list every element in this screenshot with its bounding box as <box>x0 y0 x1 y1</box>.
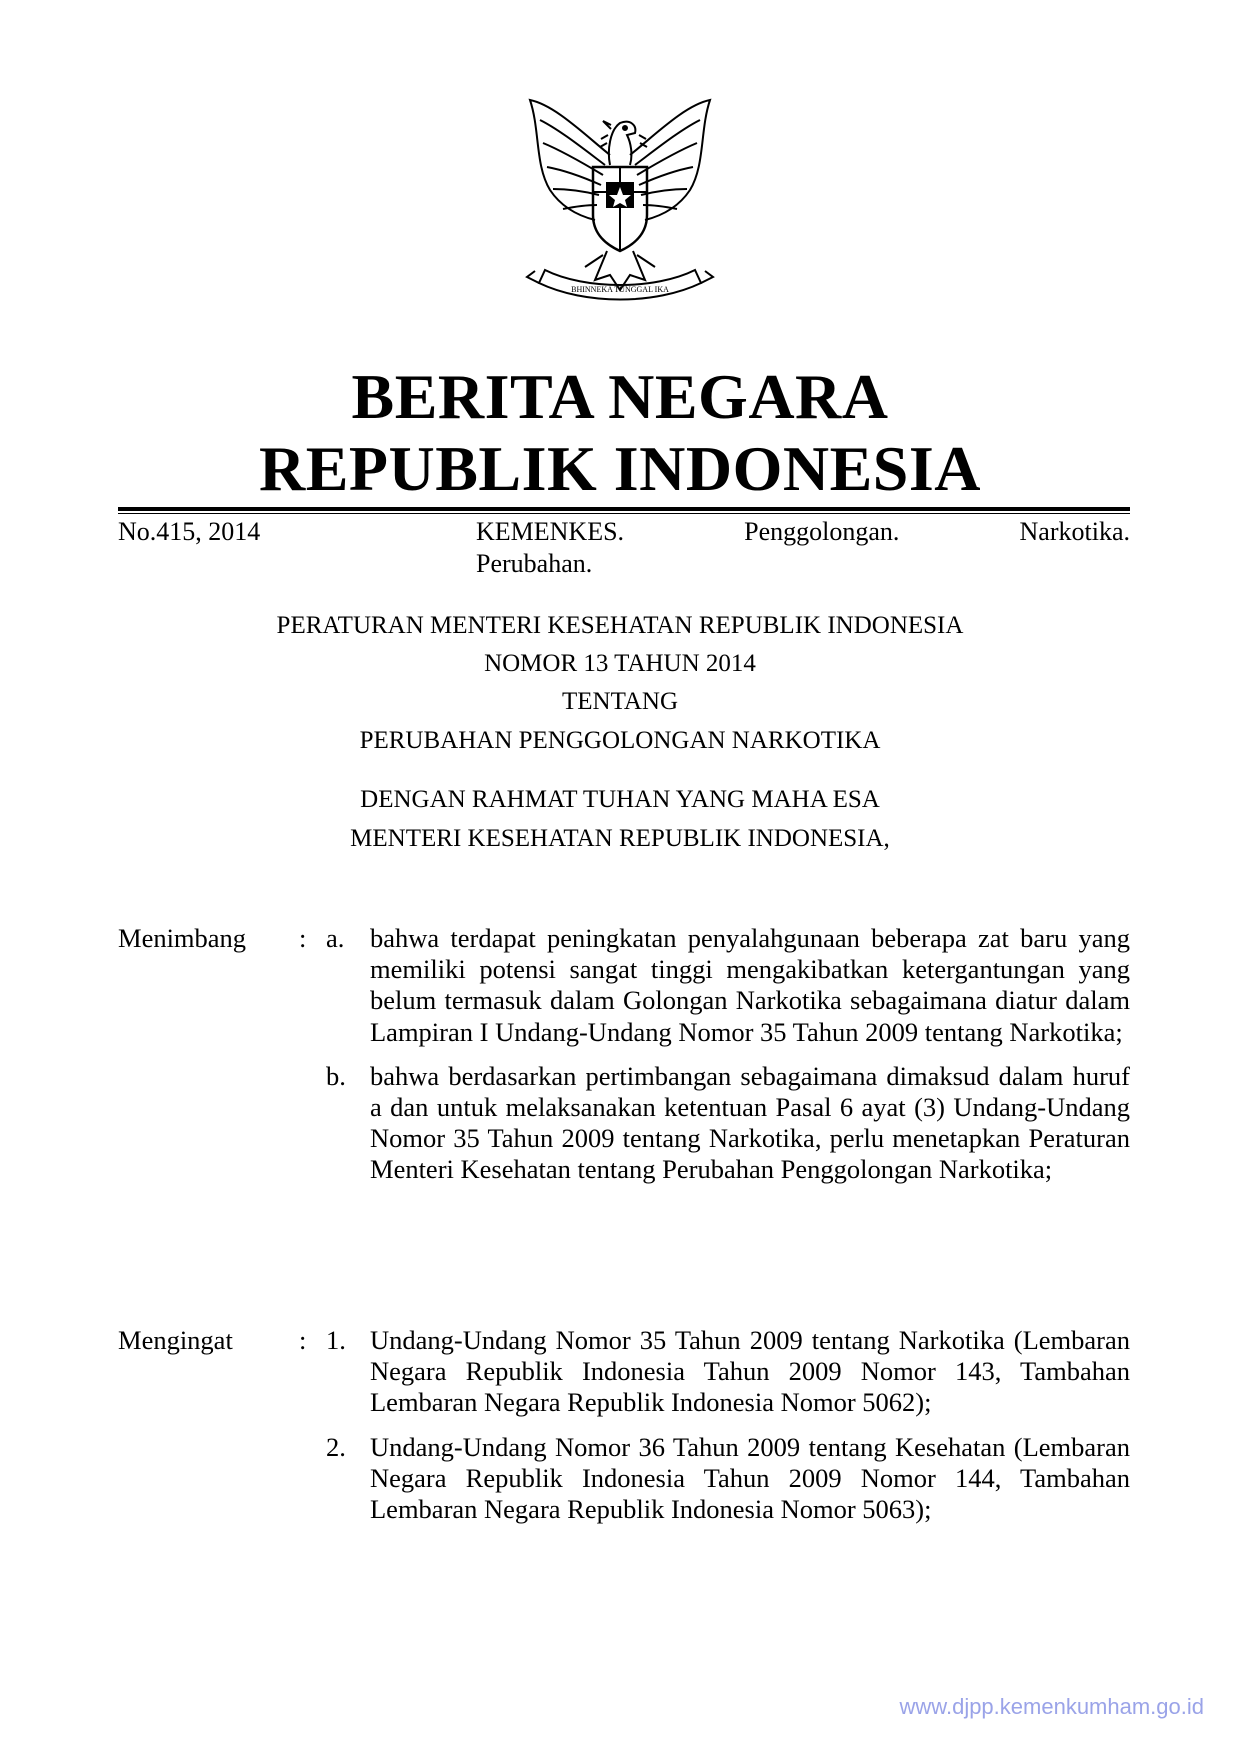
gazette-title-line1: BERITA NEGARA <box>351 361 889 432</box>
section-colon: : <box>299 1325 307 1355</box>
regulation-tentang: TENTANG <box>561 688 679 715</box>
item-text: bahwa berdasarkan pertimbangan sebagaimana dimaksud dalam huruf a dan untuk melaksanakan ketentuan Pasal 6 ayat (3) Undang-Undang Nomor 35 Tahun 2009 tentang Narkotika, perlu menetapkan Peraturan Menteri Kesehatan tentang Perubahan Penggolongan Narkotika; <box>370 1060 1130 1185</box>
subject-word: Narkotika. <box>1019 517 1130 546</box>
item-marker: b. <box>326 1060 346 1091</box>
section-colon: : <box>299 923 307 953</box>
regulation-subject: PERUBAHAN PENGGOLONGAN NARKOTIKA <box>359 727 881 754</box>
list-item <box>118 923 1130 1048</box>
invocation: DENGAN RAHMAT TUHAN YANG MAHA ESA <box>360 786 880 813</box>
garuda-emblem-icon <box>515 95 725 315</box>
motto-text: BHINNEKA TUNGGAL IKA <box>571 285 669 294</box>
issuer: MENTERI KESEHATAN REPUBLIK INDONESIA, <box>350 825 890 852</box>
header-divider-thick <box>118 507 1130 511</box>
section-label: Menimbang <box>118 923 247 953</box>
section-label: Mengingat <box>118 1325 233 1355</box>
mengingat-section <box>118 1325 1130 1525</box>
menimbang-section <box>118 923 1130 1186</box>
subject-word: KEMENKES. <box>476 517 625 546</box>
item-marker: 1. <box>326 1325 346 1355</box>
item-text: bahwa terdapat peningkatan penyalahgunaan beberapa zat baru yang memiliki potensi sangat tinggi mengakibatkan ketergantungan yang belum termasuk dalam Golongan Narkotika sebagaimana diatur dalam Lampiran I Undang-Undang Nomor 35 Tahun 2009 tentang Narkotika; <box>370 923 1130 1047</box>
website-link[interactable]: www.djpp.kemenkumham.go.id <box>899 1694 1204 1719</box>
gazette-title-line2: REPUBLIK INDONESIA <box>258 433 982 504</box>
subject-word: Perubahan. <box>476 549 593 578</box>
item-text: Undang-Undang Nomor 35 Tahun 2009 tentang Narkotika (Lembaran Negara Republik Indonesia Tahun 2009 Nomor 143, Tambahan Lembaran Negara Republik Indonesia Nomor 5062); <box>370 1325 1130 1418</box>
item-text: Undang-Undang Nomor 36 Tahun 2009 tentang Kesehatan (Lembaran Negara Republik Indonesia Tahun 2009 Nomor 144, Tambahan Lembaran Negara Republik Indonesia Nomor 5063); <box>370 1431 1130 1525</box>
list-item <box>118 1432 1130 1526</box>
header-divider-thin <box>118 513 1130 514</box>
gazette-number: No.415, 2014 <box>118 517 261 546</box>
list-item <box>118 1061 1130 1186</box>
subject-word: Penggolongan. <box>744 517 900 546</box>
item-marker: a. <box>326 923 345 953</box>
gazette-subject <box>476 516 1130 580</box>
list-item <box>118 1325 1130 1419</box>
regulation-number: NOMOR 13 TAHUN 2014 <box>484 650 756 677</box>
item-marker: 2. <box>326 1431 346 1462</box>
regulation-title: PERATURAN MENTERI KESEHATAN REPUBLIK INDONESIA <box>276 612 964 639</box>
